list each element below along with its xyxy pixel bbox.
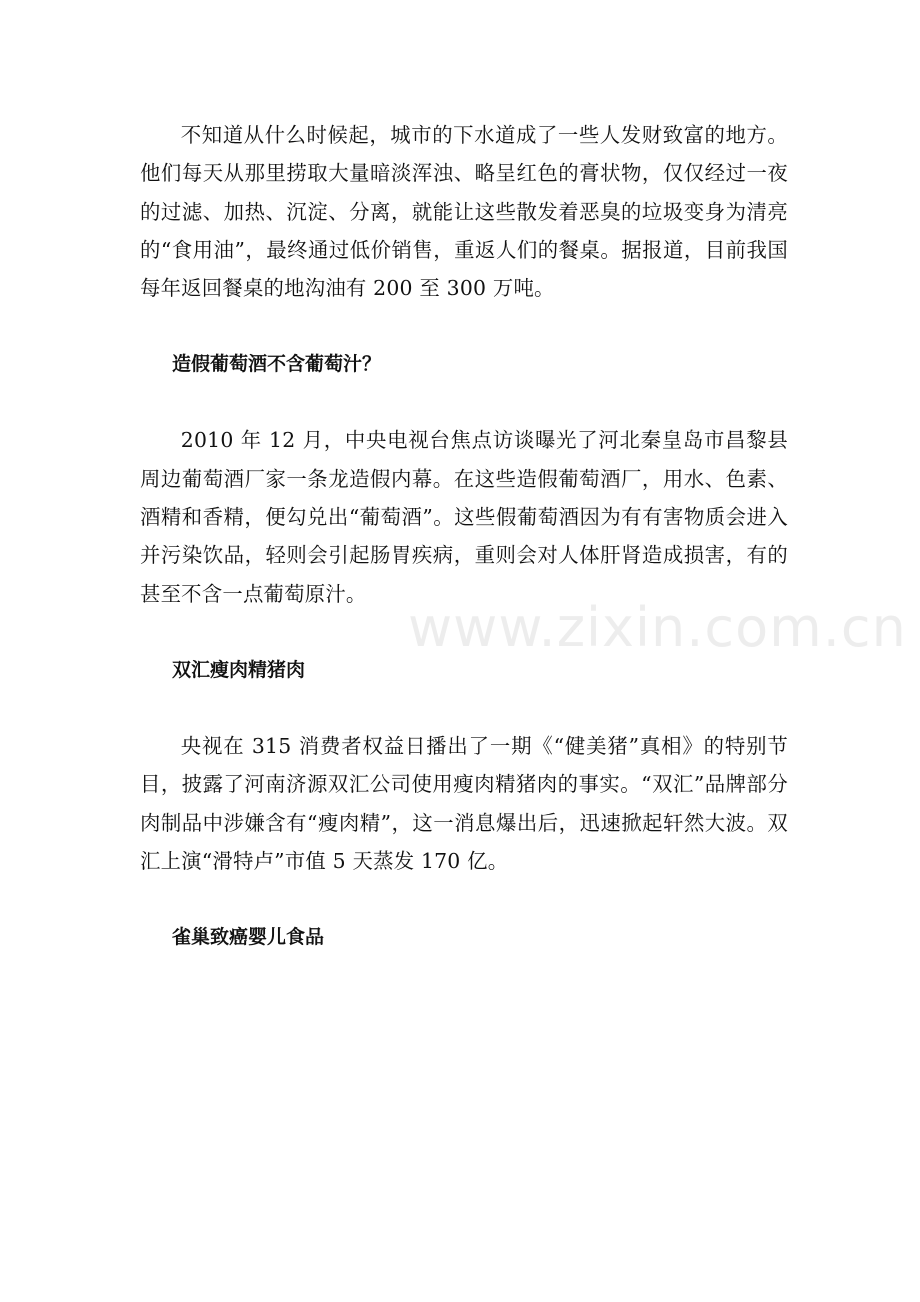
- spacer: [140, 613, 788, 651]
- spacer: [140, 307, 788, 345]
- paragraph-fake-wine: 2010 年 12 月，中央电视台焦点访谈曝光了河北秦皇岛市昌黎县周边葡萄酒厂家一条龙造假内幕。在这些造假葡萄酒厂，用水、色素、酒精和香精，便勾兑出“葡萄酒”。这些假葡萄酒因为有有害物质会进入并污染饮品，轻则会引起肠胃疾病，重则会对人体肝肾造成损害，有的甚至不含一点葡萄原汁。: [140, 428, 788, 606]
- section-heading-nestle: 雀巢致癌婴儿食品: [172, 926, 325, 949]
- section-heading-fake-wine: 造假葡萄酒不含葡萄汁？: [172, 353, 382, 376]
- section-heading-shuanghui: 双汇瘦肉精猪肉: [172, 658, 306, 681]
- paragraph-shuanghui: 央视在 315 消费者权益日播出了一期《“健美猪”真相》的特别节目，披露了河南济源双汇公司使用瘦肉精猪肉的事实。“双汇”品牌部分肉制品中涉嫌含有“瘦肉精”，这一消息爆出后，迅速掀起轩然大波。双汇上演“滑特卢”市值 5 天蒸发 170 亿。: [140, 733, 788, 873]
- spacer: [140, 383, 788, 421]
- document-body: [140, 116, 788, 956]
- spacer: [140, 689, 788, 727]
- paragraph-gutter-oil: 不知道从什么时候起，城市的下水道成了一些人发财致富的地方。他们每天从那里捞取大量暗淡浑浊、略呈红色的膏状物，仅仅经过一夜的过滤、加热、沉淀、分离，就能让这些散发着恶臭的垃圾变身为清亮的“食用油”，最终通过低价销售，重返人们的餐桌。据报道，目前我国每年返回餐桌的地沟油有 200 至 300 万吨。: [140, 123, 788, 301]
- spacer: [140, 880, 788, 918]
- watermark: www.zixin.com.cn: [408, 596, 907, 659]
